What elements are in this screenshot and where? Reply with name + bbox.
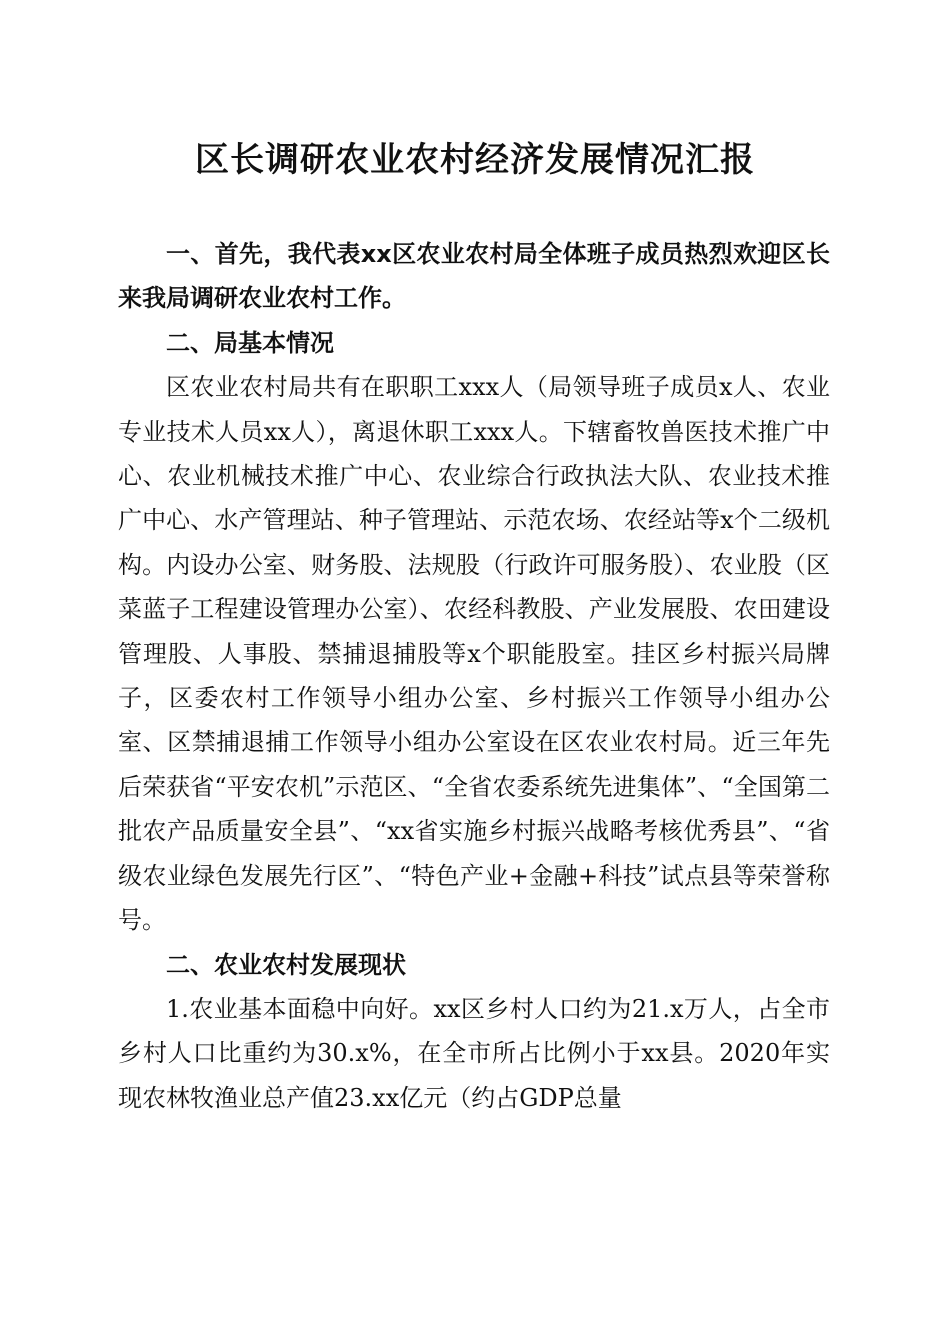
section-body-development-status: 1.农业基本面稳中向好。xx区乡村人口约为21.x万人，占全市乡村人口比重约为30.x%，在全市所占比例小于xx县。2020年实现农林牧渔业总产值23.xx亿元（约占GDP总量 (118, 994, 830, 1112)
intro-paragraph: 一、首先，我代表xx区农业农村局全体班子成员热烈欢迎区长来我局调研农业农村工作。 (118, 240, 830, 313)
document-title: 区长调研农业农村经济发展情况汇报 (195, 140, 755, 180)
document-body (118, 232, 830, 1120)
section-body-basic-info: 区农业农村局共有在职职工xxx人（局领导班子成员x人、农业专业技术人员xx人），离退休职工xxx人。下辖畜牧兽医技术推广中心、农业机械技术推广中心、农业综合行政执法大队、农业技术推广中心、水产管理站、种子管理站、示范农场、农经站等x个二级机构。内设办公室、财务股、法规股（行政许可服务股）、农业股（区菜蓝子工程建设管理办公室）、农经科教股、产业发展股、农田建设管理股、人事股、禁捕退捕股等x个职能股室。挂区乡村振兴局牌子，区委农村工作领导小组办公室、乡村振兴工作领导小组办公室、区禁捕退捕工作领导小组办公室设在区农业农村局。近三年先后荣获省“平安农机”示范区、“全省农委系统先进集体”、“全国第二批农产品质量安全县”、“xx省实施乡村振兴战略考核优秀县”、“省级农业绿色发展先行区”、“特色产业+金融+科技”试点县等荣誉称号。 (118, 373, 830, 935)
section-heading-development-status: 二、农业农村发展现状 (166, 950, 406, 979)
section-heading-basic-info: 二、局基本情况 (166, 328, 334, 357)
